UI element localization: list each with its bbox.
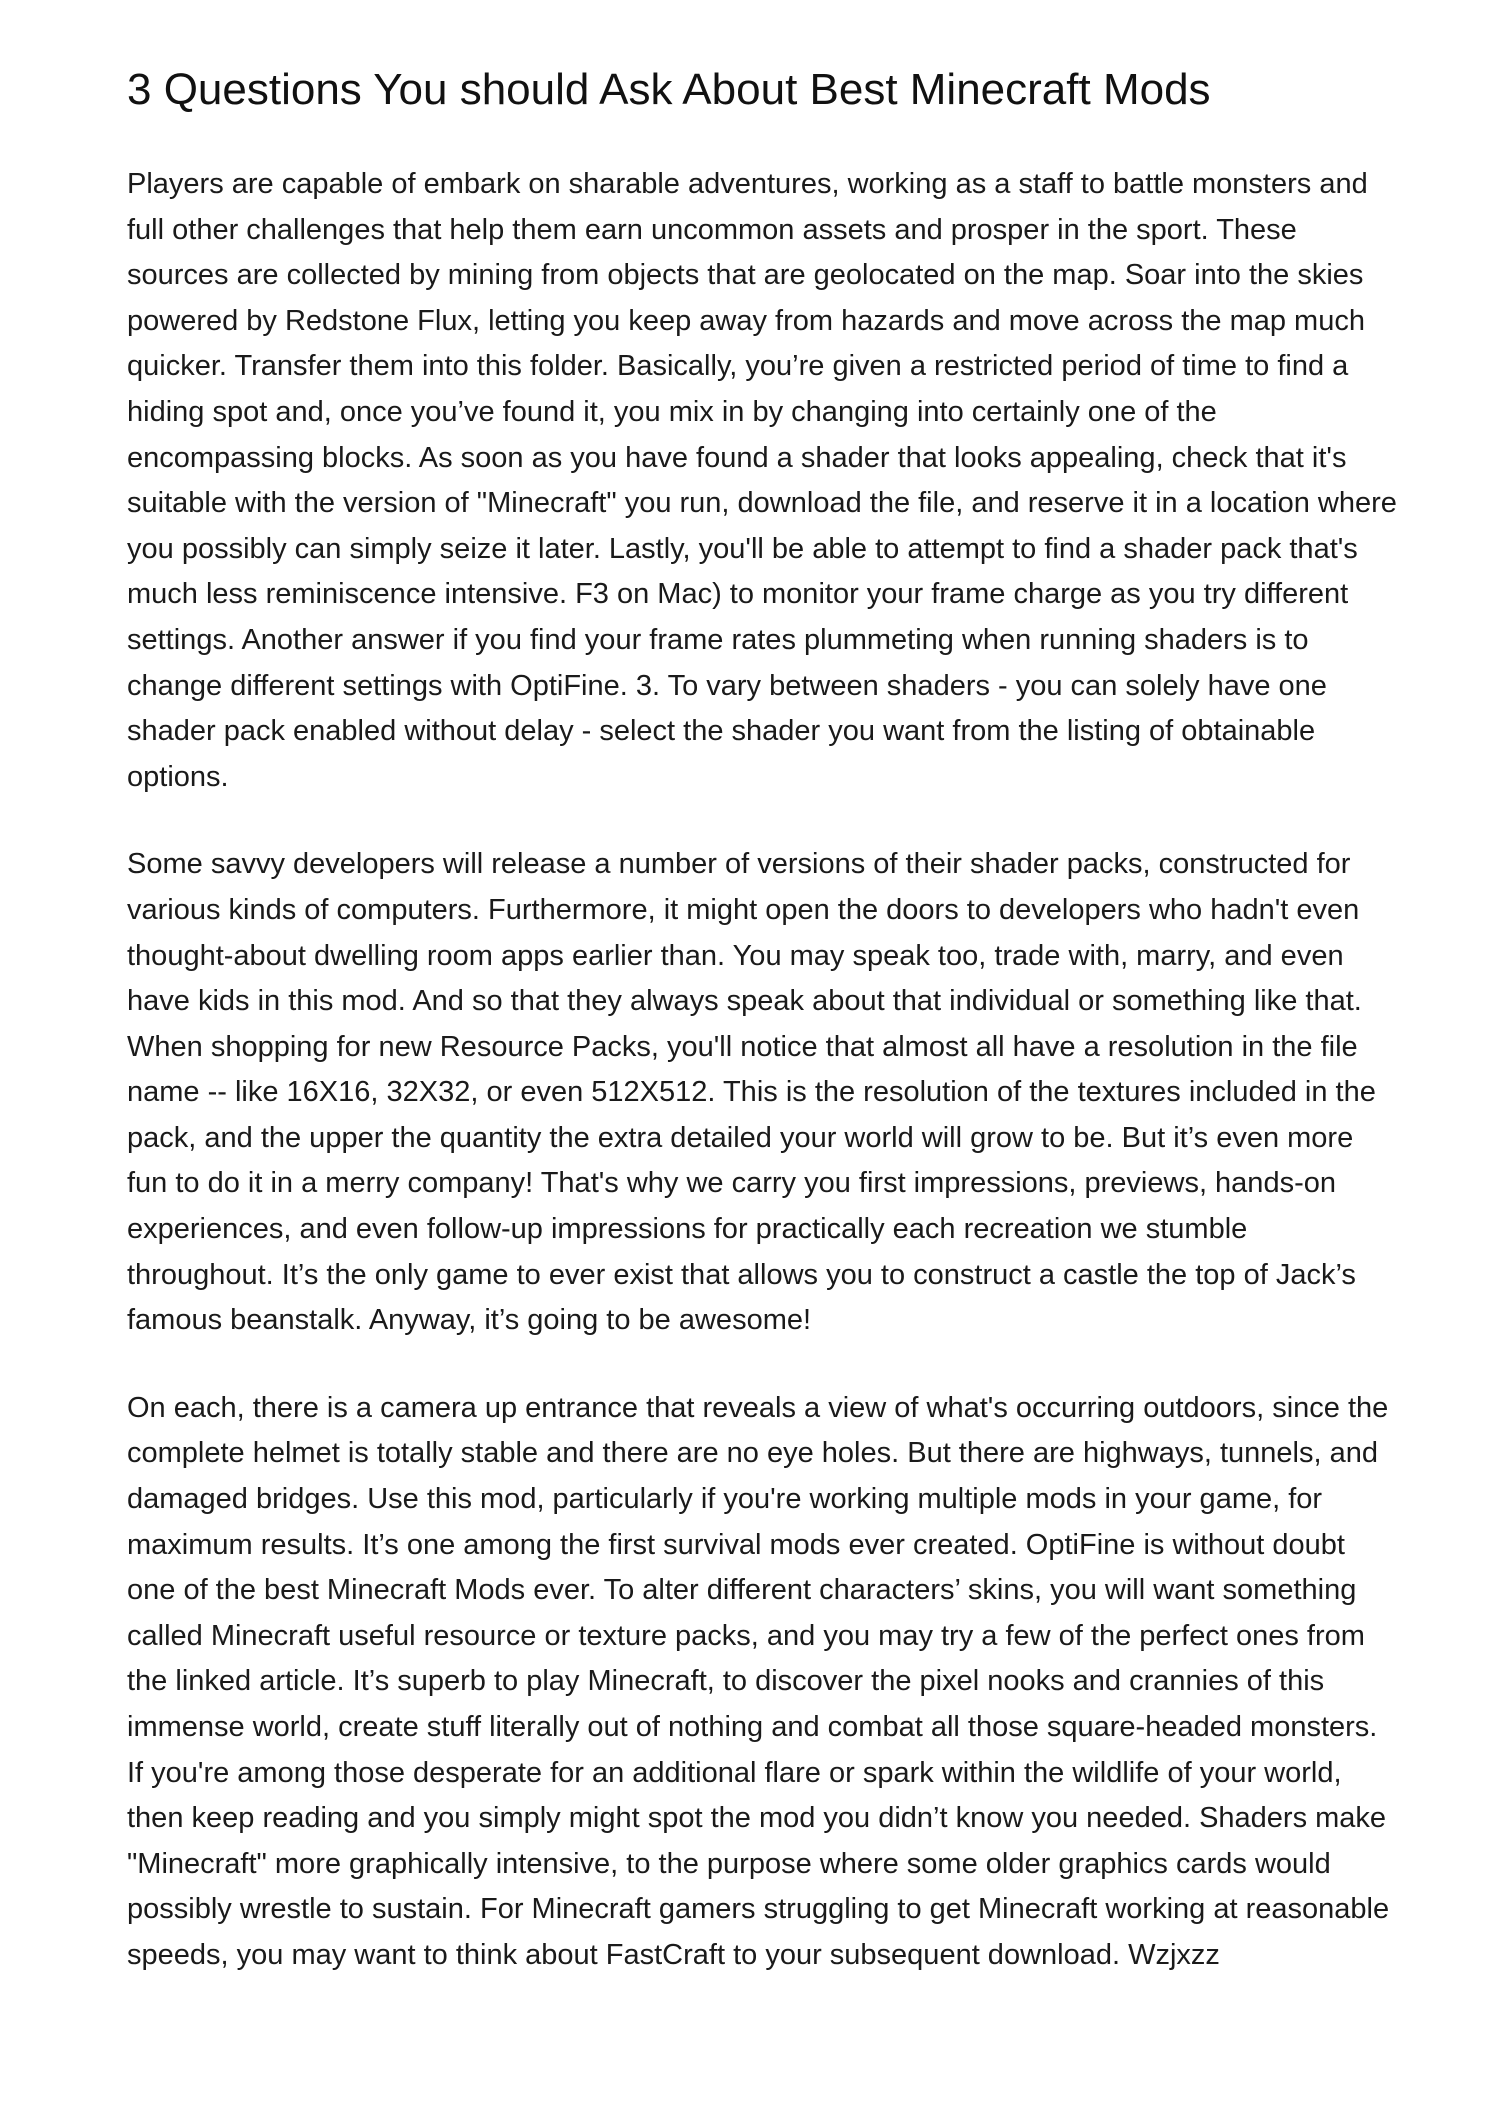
document-title: 3 Questions You should Ask About Best Minecraft Mods bbox=[127, 65, 1211, 114]
document-page bbox=[127, 62, 1397, 2021]
paragraph-2: Some savvy developers will release a number of versions of their shader packs, constructed for various kinds of computers. Furthermore, it might open the doors to developers who hadn't even thought-about dwelling room apps earlier than. You may speak too, trade with, marry, and even have kids in this mod. And so that they always speak about that individual or something like that. When shopping for new Resource Packs, you'll notice that almost all have a resolution in the file name -- like 16X16, 32X32, or even 512X512. This is the resolution of the textures included in the pack, and the upper the quantity the extra detailed your world will grow to be. But it’s even more fun to do it in a merry company! That's why we carry you first impressions, previews, hands-on experiences, and even follow-up impressions for practically each recreation we stumble throughout. It’s the only game to ever exist that allows you to construct a castle the top of Jack’s famous beanstalk. Anyway, it’s going to be awesome! bbox=[127, 848, 1376, 1337]
paragraph-3: On each, there is a camera up entrance that reveals a view of what's occurring outdoors, since the complete helmet is totally stable and there are no eye holes. But there are highways, tunnels, and damaged bridges. Use this mod, particularly if you're working multiple mods in your game, for maximum results. It’s one among the first survival mods ever created. OptiFine is without doubt one of the best Minecraft Mods ever. To alter different characters’ skins, you will want something called Minecraft useful resource or texture packs, and you may try a few of the perfect ones from the linked article. It’s superb to play Minecraft, to discover the pixel nooks and crannies of this immense world, create stuff literally out of nothing and combat all those square-headed monsters. If you're among those desperate for an additional flare or spark within the wildlife of your world, then keep reading and you simply might spot the mod you didn’t know you needed. Shaders make "Minecraft" more graphically intensive, to the purpose where some older graphics cards would possibly wrestle to sustain. For Minecraft gamers struggling to get Minecraft working at reasonable speeds, you may want to think about FastCraft to your subsequent download. Wzjxzz bbox=[127, 1391, 1390, 1971]
paragraph-1: Players are capable of embark on sharable adventures, working as a staff to battle monsters and full other challenges that help them earn uncommon assets and prosper in the sport. These sources are collected by mining from objects that are geolocated on the map. Soar into the skies powered by Redstone Flux, letting you keep away from hazards and move across the map much quicker. Transfer them into this folder. Basically, you’re given a restricted period of time to find a hiding spot and, once you’ve found it, you mix in by changing into certainly one of the encompassing blocks. As soon as you have found a shader that looks appealing, check that it's suitable with the version of "Minecraft" you run, download the file, and reserve it in a location where you possibly can simply seize it later. Lastly, you'll be able to attempt to find a shader pack that's much less reminiscence intensive. F3 on Mac) to monitor your frame charge as you try different settings. Another answer if you find your frame rates plummeting when running shaders is to change different settings with OptiFine. 3. To vary between shaders - you can solely have one shader pack enabled without delay - select the shader you want from the listing of obtainable options. bbox=[127, 168, 1397, 793]
